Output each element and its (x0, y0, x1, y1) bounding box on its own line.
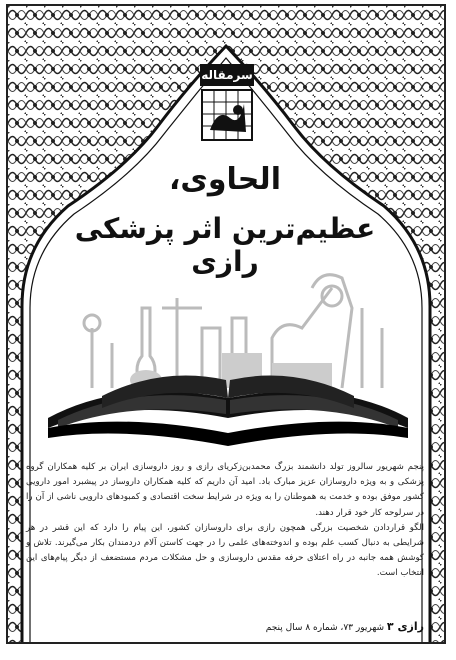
article-title-line1: الحاوی، (169, 162, 281, 197)
razi-logo-icon (200, 88, 254, 142)
page-footer (26, 620, 424, 636)
article-title-line2: عظیم‌ترین اثر پزشکی رازی (74, 212, 376, 278)
article-paragraph: الگو قراردادن شخصیت بزرگی همچون رازی برای داروسازان کشور، این پیام را دارد که این قشر در هر شرایطی به دنبال کسب علم بوده و اندوخته‌های علمی را در جهت کاستن آلام دردمندان بکار می‌گیرند. تلاش و کوشش همه جانبه در راه اعتلای حرفه مقدس داروسازی و حل مشکلات مردم مستضعف از دیگر پیام‌های این انتخاب است. (26, 522, 424, 579)
article-paragraph: پنجم شهریور سالروز تولد دانشمند بزرگ محمدبن‌زکریای رازی و روز داروسازی ایران بر کلیه همکاران گروه پزشکی و به ویژه داروسازان عزیز مبارک باد. امید آن داریم که کلیه همکاران داروساز در پیشبرد امور دارویی کشور موفق بوده و خدمت به هموطنان را به ویژه در شرایط سخت اقتصادی و کمبودهای دارویی ناشی از آن را در سرلوحه کار خود قرار دهند. (26, 462, 424, 518)
editorial-badge (200, 64, 254, 154)
issue-info: شهریور ۷۳، شماره ۸ سال پنجم (265, 623, 385, 633)
article-body (26, 460, 424, 582)
book-and-lab-illustration (42, 268, 414, 454)
section-label: سرمقاله (200, 64, 254, 86)
magazine-name: رازی ۳ (386, 620, 424, 633)
